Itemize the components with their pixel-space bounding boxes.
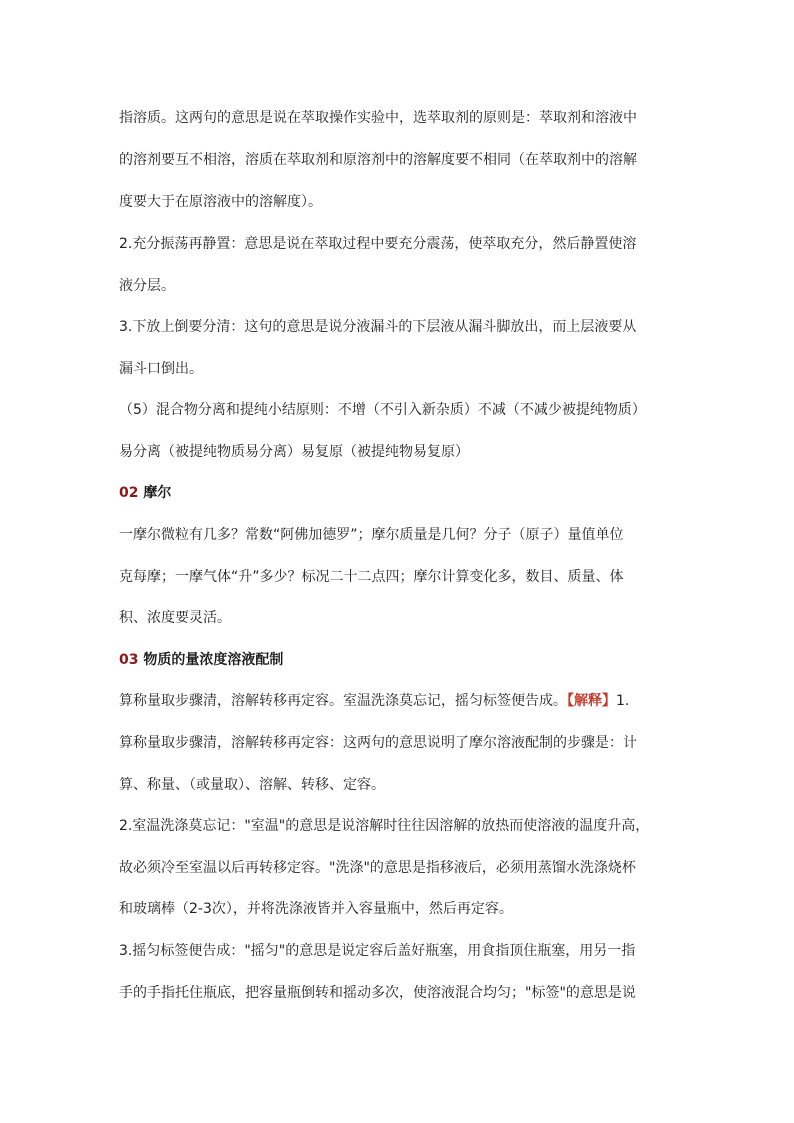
paragraph-line: （5）混合物分离和提纯小结原则：不增（不引入新杂质）不减（不减少被提纯物质） (119, 402, 646, 418)
paragraph-line: 一摩尔微粒有几多？常数“阿佛加德罗”；摩尔质量是几何？分子（原子）量值单位 (119, 527, 624, 543)
paragraph-line: 算称量取步骤清，溶解转移再定容：这两句的意思说明了摩尔溶液配制的步骤是：计 (119, 735, 637, 751)
paragraph-line: 算、称量、（或量取）、溶解、转移、定容。 (119, 777, 385, 793)
list-number: 1. (616, 693, 630, 709)
paragraph-line: 和玻璃棒（2-3次），并将洗涤液皆并入容量瓶中，然后再定容。 (119, 901, 513, 917)
rhyme-text: 算称量取步骤清，溶解转移再定容。室温洗涤莫忘记，摇匀标签便告成。 (119, 693, 567, 709)
section-heading-moer (119, 484, 689, 502)
paragraph-line: 积、浓度要灵活。 (119, 610, 231, 626)
paragraph-line: 3.下放上倒要分清：这句的意思是说分液漏斗的下层液从漏斗脚放出，而上层液要从 (119, 319, 637, 335)
paragraph-line: 的溶剂要互不相溶，溶质在萃取剂和原溶剂中的溶解度要不相同（在萃取剂中的溶解 (119, 152, 637, 168)
paragraph-line: 克每摩；一摩气体“升”多少？标况二十二点四；摩尔计算变化多，数目、质量、体 (119, 569, 624, 585)
paragraph-line: 度要大于在原溶液中的溶解度）。 (119, 194, 322, 210)
paragraph-line: 手的手指托住瓶底，把容量瓶倒转和摇动多次，使溶液混合均匀；"标签"的意思是说 (119, 985, 636, 1001)
paragraph-line (119, 692, 689, 710)
paragraph-line: 漏斗口倒出。 (119, 361, 203, 377)
paragraph-line: 故必须冷至室温以后再转移定容。"洗涤"的意思是指移液后，必须用蒸馏水洗涤烧杯 (119, 860, 636, 876)
section-title: 摩尔 (138, 485, 172, 501)
section-heading-solution-prep (119, 651, 689, 669)
section-title: 物质的量浓度溶液配制 (138, 652, 284, 668)
explanation-label: 【解释】 (567, 693, 616, 709)
paragraph-line: 2.室温洗涤莫忘记："室温"的意思是说溶解时往往因溶解的放热而使溶液的温度升高， (119, 818, 650, 834)
paragraph-line: 液分层。 (119, 278, 175, 294)
paragraph-line: 指溶质。这两句的意思是说在萃取操作实验中，选萃取剂的原则是：萃取剂和溶液中 (119, 110, 637, 126)
section-number: 02 (119, 485, 139, 501)
paragraph-line: 3.摇匀标签便告成："摇匀"的意思是说定容后盖好瓶塞，用食指顶住瓶塞，用另一指 (119, 943, 636, 959)
paragraph-line: 易分离（被提纯物质易分离）易复原（被提纯物易复原） (119, 444, 469, 460)
paragraph-line: 2.充分振荡再静置：意思是说在萃取过程中要充分震荡，使萃取充分，然后静置使溶 (119, 236, 637, 252)
section-number: 03 (119, 652, 139, 668)
